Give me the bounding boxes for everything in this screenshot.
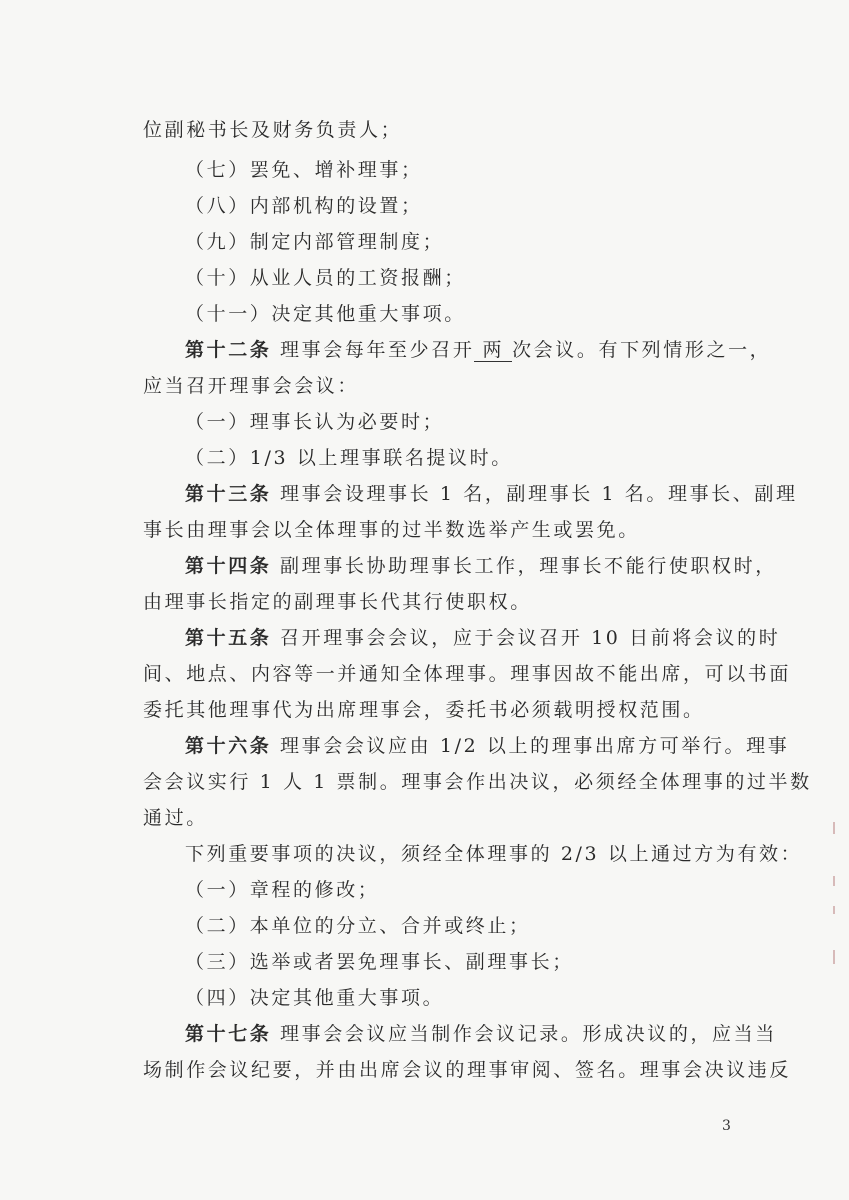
list-item: （七）罢免、增补理事； — [185, 159, 423, 181]
article-heading: 第十三条 — [185, 483, 272, 505]
text-segment: 理事会会议应由 1/2 以上的理事出席方可举行。理事 — [271, 735, 790, 757]
scan-speck — [833, 822, 835, 834]
article-12-line — [185, 338, 771, 362]
article-13-line — [185, 482, 798, 506]
scan-speck — [833, 876, 835, 886]
list-item: （十一）决定其他重大事项。 — [185, 303, 466, 325]
list-item: （十）从业人员的工资报酬； — [185, 267, 466, 289]
article-heading: 第十二条 — [185, 339, 272, 361]
text-line: 下列重要事项的决议，须经全体理事的 2/3 以上通过方为有效： — [185, 843, 803, 865]
text-segment: 理事会会议应当制作会议记录。形成决议的，应当当 — [271, 1023, 777, 1045]
article-heading: 第十六条 — [185, 735, 272, 757]
list-item: （一）章程的修改； — [185, 879, 380, 901]
scan-speck — [833, 906, 835, 914]
text-line: 事长由理事会以全体理事的过半数选举产生或罢免。 — [143, 519, 640, 541]
article-14-line — [185, 554, 777, 578]
page-number: 3 — [722, 1118, 731, 1134]
list-item: （九）制定内部管理制度； — [185, 231, 445, 253]
filled-blank: 两 — [474, 339, 512, 362]
text-segment: 理事会设理事长 1 名，副理事长 1 名。理事长、副理 — [271, 483, 798, 505]
text-line: 位副秘书长及财务负责人； — [143, 119, 403, 141]
article-16-line — [185, 734, 789, 758]
article-heading: 第十七条 — [185, 1023, 272, 1045]
article-15-line — [185, 626, 780, 650]
list-item: （一）理事长认为必要时； — [185, 411, 445, 433]
list-item: （四）决定其他重大事项。 — [185, 987, 445, 1009]
text-segment: 副理事长协助理事长工作，理事长不能行使职权时， — [271, 555, 777, 577]
text-line: 由理事长指定的副理事长代其行使职权。 — [143, 591, 532, 613]
article-heading: 第十四条 — [185, 555, 272, 577]
text-segment: 次会议。有下列情形之一， — [512, 339, 772, 361]
article-17-line — [185, 1022, 777, 1046]
list-item: （二）1/3 以上理事联名提议时。 — [185, 447, 513, 469]
list-item: （三）选举或者罢免理事长、副理事长； — [185, 951, 574, 973]
text-segment: 理事会每年至少召开 — [271, 339, 475, 361]
list-item: （八）内部机构的设置； — [185, 195, 423, 217]
text-segment: 召开理事会会议，应于会议召开 10 日前将会议的时 — [271, 627, 781, 649]
article-heading: 第十五条 — [185, 627, 272, 649]
text-line: 间、地点、内容等一并通知全体理事。理事因故不能出席，可以书面 — [143, 663, 792, 685]
text-line: 通过。 — [143, 807, 208, 829]
text-line: 会会议实行 1 人 1 票制。理事会作出决议，必须经全体理事的过半数 — [143, 771, 812, 793]
scan-speck — [833, 950, 835, 964]
text-line: 委托其他理事代为出席理事会，委托书必须载明授权范围。 — [143, 699, 705, 721]
list-item: （二）本单位的分立、合并或终止； — [185, 915, 531, 937]
text-line: 应当召开理事会会议： — [143, 375, 360, 397]
text-line: 场制作会议纪要，并由出席会议的理事审阅、签名。理事会决议违反 — [143, 1059, 792, 1081]
